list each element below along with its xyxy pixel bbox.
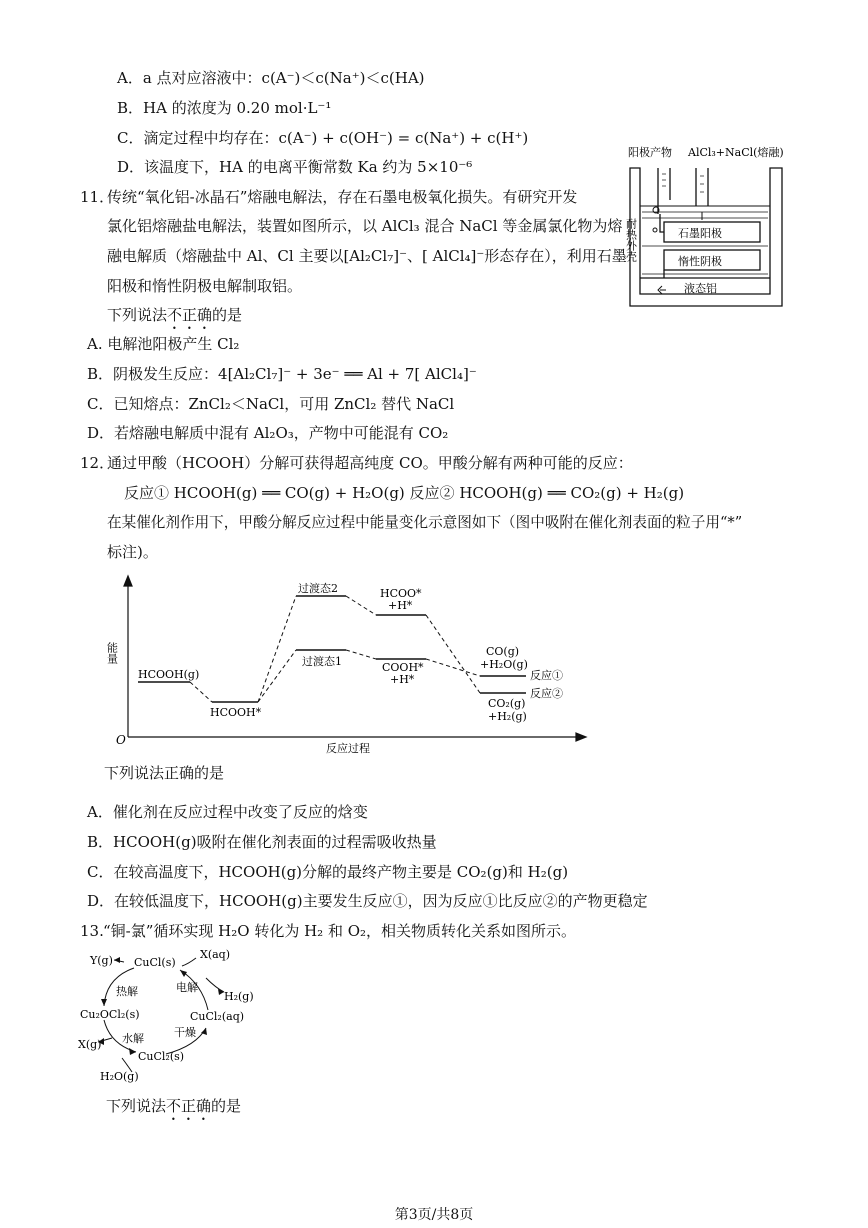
label-h2-g: H₂(g) (224, 990, 254, 1003)
level-hcoo-line2: +H* (388, 599, 413, 612)
electrolyte-label: AlCl₃+NaCl(熔融) (688, 146, 784, 159)
q11-option-d: D．若熔融电解质中混有 Al₂O₃，产物中可能混有 CO₂ (87, 424, 449, 442)
label-pyrolysis: 热解 (116, 985, 138, 998)
label-cucl2-s: CuCl₂(s) (138, 1050, 185, 1063)
level-hcoo-line1: HCOO* (380, 587, 422, 600)
electrolysis-cell-diagram (626, 140, 796, 310)
label-cucl-s: CuCl(s) (134, 956, 176, 969)
level-cooh-line1: COOH* (382, 661, 424, 674)
q12-question: 下列说法正确的是 (104, 764, 225, 782)
q12-stem-line2: 在某催化剂作用下，甲酸分解反应过程中能量变化示意图如下（图中吸附在催化剂表面的粒子用“*” (107, 514, 743, 531)
shell-label: 耐热外壳 (624, 218, 638, 262)
level-co-line2: +H₂O(g) (480, 658, 528, 671)
label-cucl2-aq: CuCl₂(aq) (190, 1010, 245, 1023)
q11-stem-line1: 传统“氧化铝-冰晶石”熔融电解法，存在石墨电极氧化损失。有研究开发 (107, 188, 578, 206)
q11-question: 下列说法不正确的是 (107, 306, 243, 324)
q10-option-c: C．滴定过程中均存在：c(A⁻) + c(OH⁻) = c(Na⁺) + c(H⁺) (117, 129, 529, 147)
level-co2-line1: CO₂(g) (488, 697, 526, 710)
q10-option-d: D．该温度下，HA 的电离平衡常数 Ka 约为 5×10⁻⁶ (117, 158, 473, 176)
anode-product-label: 阳极产物 (628, 146, 672, 159)
q12-option-d: D．在较低温度下，HCOOH(g)主要发生反应①，因为反应①比反应②的产物更稳定 (87, 892, 648, 910)
level-hcooh-ads: HCOOH* (210, 706, 262, 719)
reaction2-label: 反应② (530, 687, 563, 700)
cathode-label: 惰性阴极 (678, 255, 722, 268)
energy-profile-diagram (105, 572, 598, 757)
q11-option-c: C．已知熔点：ZnCl₂＜NaCl，可用 ZnCl₂ 替代 NaCl (87, 395, 455, 413)
label-y-g: Y(g) (90, 954, 113, 967)
q12-stem-line1: 通过甲酸（HCOOH）分解可获得超高纯度 CO。甲酸分解有两种可能的反应： (107, 454, 633, 472)
label-x-g: X(g) (78, 1038, 102, 1051)
label-cu2ocl2: Cu₂OCl₂(s) (80, 1008, 140, 1021)
q13-stem: “铜-氯”循环实现 H₂O 转化为 H₂ 和 O₂，相关物质转化关系如图所示。 (103, 922, 577, 940)
x-axis-label: 反应过程 (326, 742, 370, 755)
q13-question: 下列说法不正确的是 (106, 1097, 242, 1115)
label-h2o-g: H₂O(g) (100, 1070, 139, 1083)
anode-label: 石墨阳极 (678, 227, 722, 240)
level-co-line1: CO(g) (486, 645, 520, 658)
level-ts1: 过渡态1 (302, 655, 342, 668)
q12-stem-line3: 标注)。 (107, 543, 158, 561)
q11-option-a: A. 电解池阳极产生 Cl₂ (87, 335, 240, 353)
reaction1-label: 反应① (530, 669, 563, 682)
q11-stem-line4: 阳极和惰性阴极电解制取铝。 (107, 277, 303, 295)
level-ts2: 过渡态2 (298, 582, 338, 595)
liquid-al-label: 液态铝 (684, 282, 717, 295)
level-cooh-line2: +H* (390, 673, 415, 686)
label-electrolysis: 电解 (176, 981, 198, 994)
label-x-aq: X(aq) (200, 948, 231, 961)
page-footer: 第3页/共8页 (394, 1207, 474, 1223)
level-co2-line2: +H₂(g) (488, 710, 527, 723)
level-hcooh-g: HCOOH(g) (138, 668, 200, 681)
y-axis-label: 能量 (105, 642, 119, 664)
q10-option-a: A．a 点对应溶液中：c(A⁻)＜c(Na⁺)＜c(HA) (117, 69, 425, 87)
label-drying: 干燥 (174, 1026, 196, 1039)
q13-number: 13. (80, 922, 104, 940)
q11-stem-line2: 氯化铝熔融盐电解法，装置如图所示，以 AlCl₃ 混合 NaCl 等金属氯化物为熔 (107, 217, 623, 235)
copper-chlorine-cycle-diagram (76, 948, 276, 1088)
origin-label: O (116, 733, 126, 747)
q12-option-c: C．在较高温度下，HCOOH(g)分解的最终产物主要是 CO₂(g)和 H₂(g) (87, 863, 569, 881)
q11-number: 11． (80, 188, 115, 206)
q12-number: 12． (80, 454, 115, 472)
q12-reaction-line: 反应① HCOOH(g) ══ CO(g) + H₂O(g) 反应② HCOOH(g) ══ CO₂(g) + H₂(g) (124, 484, 685, 502)
q11-stem-line3: 融电解质（熔融盐中 Al、Cl 主要以[Al₂Cl₇]⁻、[ AlCl₄]⁻形态存在），利用石墨 (107, 247, 627, 265)
q10-option-b: B．HA 的浓度为 0.20 mol·L⁻¹ (117, 99, 332, 117)
q12-option-a: A．催化剂在反应过程中改变了反应的焓变 (87, 803, 368, 821)
q12-option-b: B．HCOOH(g)吸附在催化剂表面的过程需吸收热量 (87, 833, 437, 851)
label-hydrolysis: 水解 (122, 1032, 144, 1045)
q11-option-b: B．阴极发生反应：4[Al₂Cl₇]⁻ + 3e⁻ ══ Al + 7[ AlCl₄]⁻ (87, 365, 477, 383)
